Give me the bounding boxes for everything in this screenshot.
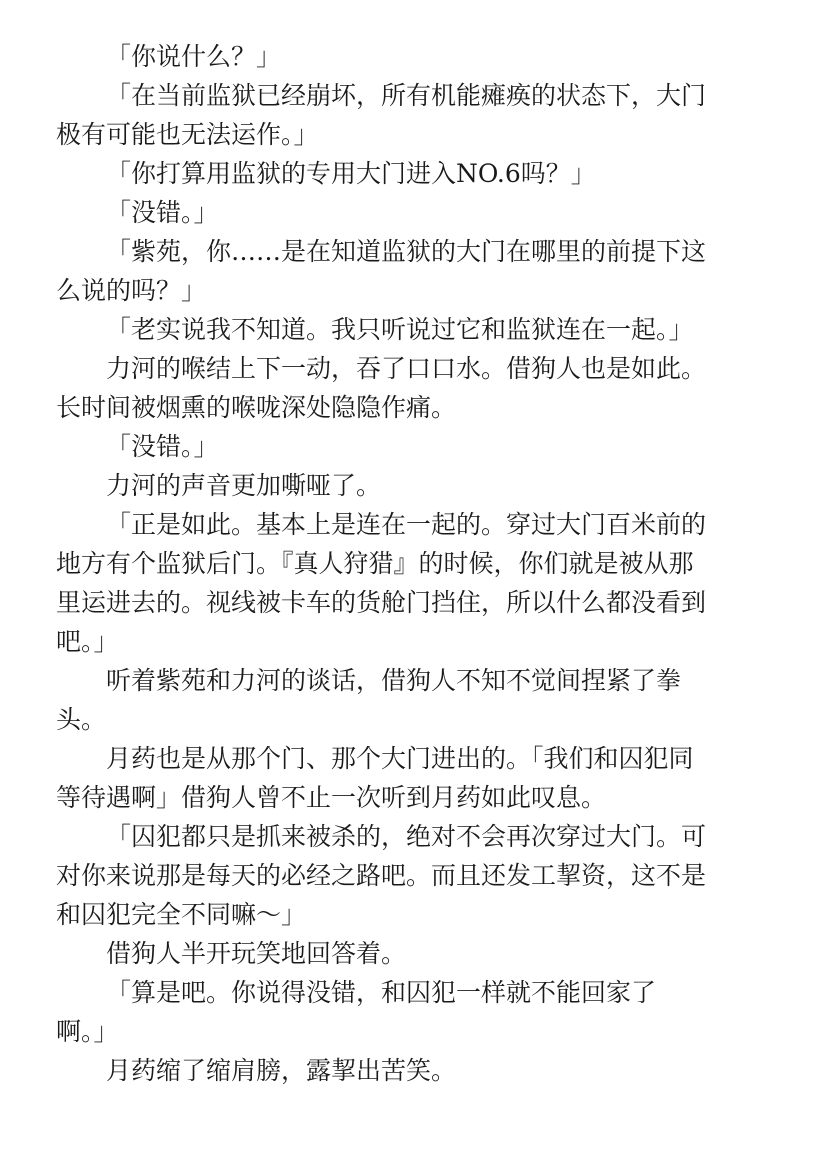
paragraph: 「没错。」 <box>106 198 219 227</box>
paragraph: 「算是吧。你说得没错，和囚犯一样就不能回家了 啊。」 <box>56 978 657 1046</box>
paragraph: 「紫苑，你……是在知道监狱的大门在哪里的前提下这 么说的吗？」 <box>56 237 707 305</box>
paragraph: 「你打算用监狱的专用大门进入NO.6吗？」 <box>106 159 596 188</box>
paragraph: 月药缩了缩肩膀，露挈出苦笑。 <box>106 1056 457 1085</box>
paragraph: 听着紫苑和力河的谈话，借狗人不知不觉间捏紧了拳 头。 <box>56 666 682 734</box>
paragraph: 月药也是从那个门、那个大门进出的。「我们和囚犯同 等待遇啊」借狗人曾不止一次听到月药如此叹息。 <box>56 744 694 812</box>
paragraph: 借狗人半开玩笑地回答着。 <box>106 939 407 968</box>
paragraph: 「你说什么？」 <box>106 42 282 71</box>
paragraph: 「老实说我不知道。我只听说过它和监狱连在一起。」 <box>106 315 694 344</box>
paragraph: 「正是如此。基本上是连在一起的。穿过大门百米前的 地方有个监狱后门。『真人狩猎』的时候，你们就是被从那 里运进去的。视线被卡车的货舱门挡住，所以什么都没看到 吧。」 <box>56 510 707 656</box>
paragraph: 「囚犯都只是抓来被杀的，绝对不会再次穿过大门。可 对你来说那是每天的必经之路吧。而且还发工挈资，这不是 和囚犯完全不同嘛～」 <box>56 822 707 929</box>
paragraph: 「在当前监狱已经崩坏，所有机能瘫痪的状态下，大门 极有可能也无法运作。」 <box>56 81 707 149</box>
paragraph: 力河的喉结上下一动，吞了口口水。借狗人也是如此。 长时间被烟熏的喉咙深处隐隐作痛。 <box>56 354 707 422</box>
paragraph: 「没错。」 <box>106 432 219 461</box>
document-page <box>56 37 772 1090</box>
paragraph: 力河的声音更加嘶哑了。 <box>106 471 382 500</box>
